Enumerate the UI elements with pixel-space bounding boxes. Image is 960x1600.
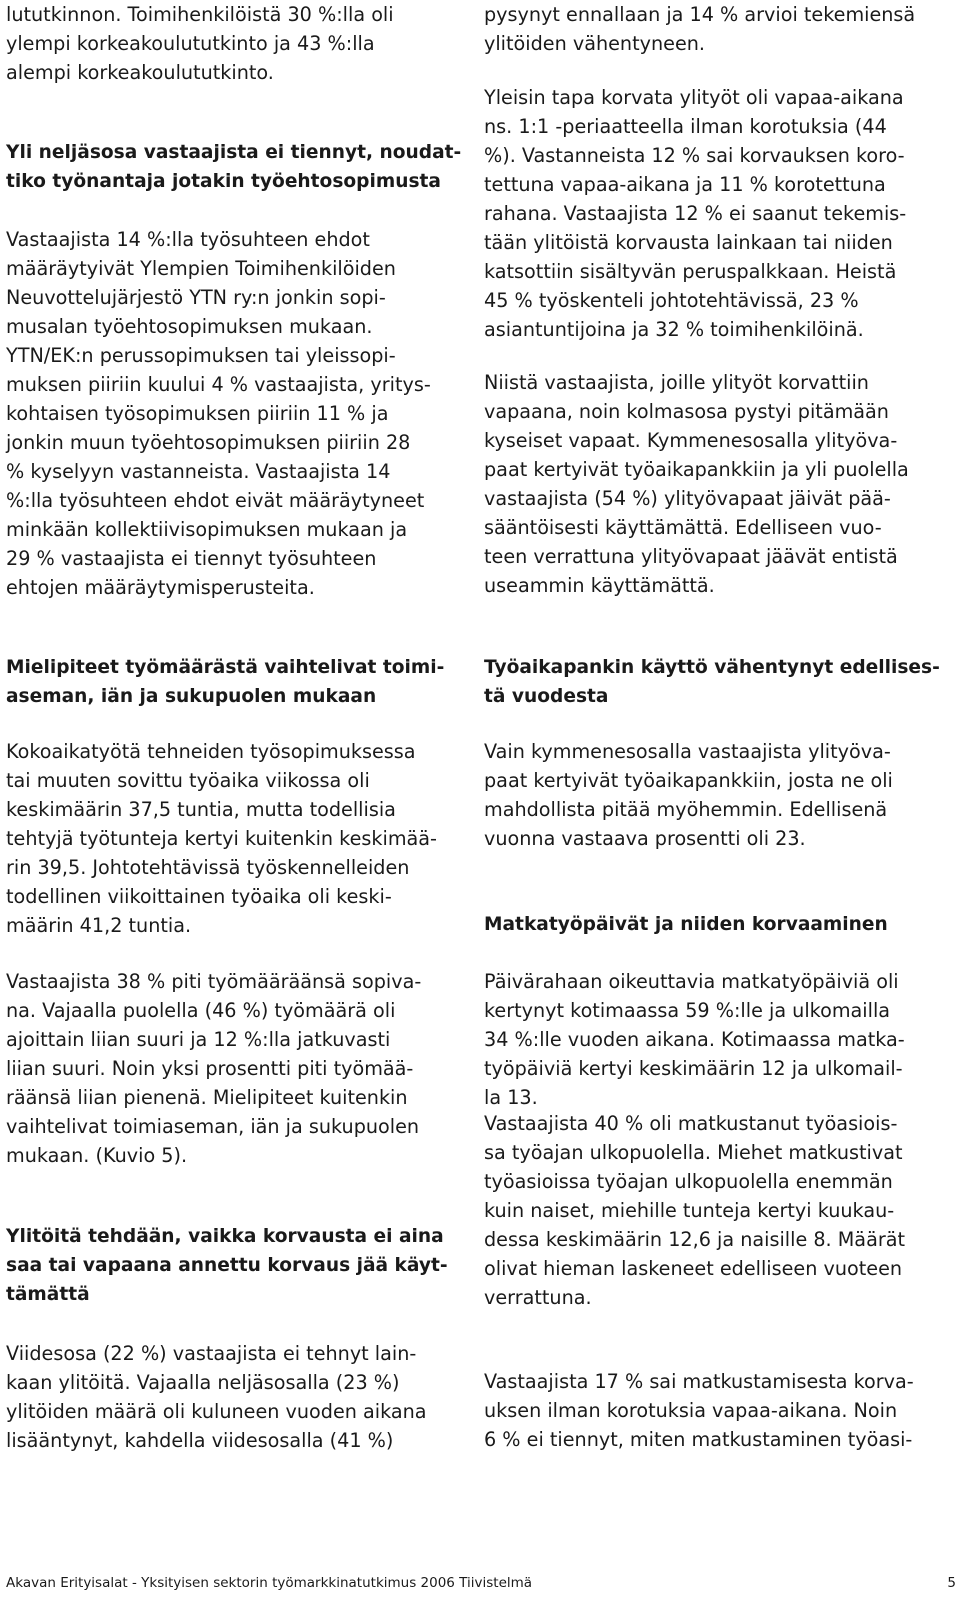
heading-line: Ylitöitä tehdään, vaikka korvausta ei aina xyxy=(6,1226,444,1247)
text-line: liian suuri. Noin yksi prosentti piti työmää- xyxy=(6,1057,414,1080)
text-line: Viidesosa (22 %) vastaajista ei tehnyt lain- xyxy=(6,1342,417,1365)
text-line: mukaan. (Kuvio 5). xyxy=(6,1144,188,1167)
heading-line: Mielipiteet työmäärästä vaihtelivat toimi- xyxy=(6,657,445,678)
text-line: tään ylitöistä korvausta lainkaan tai niiden xyxy=(484,231,893,254)
heading-line: saa tai vapaana annettu korvaus jää käyt- xyxy=(6,1255,448,1276)
page-footer xyxy=(6,1572,956,1594)
text-line: olivat hieman laskeneet edelliseen vuoteen xyxy=(484,1257,903,1280)
footer-title: Akavan Erityisalat - Yksityisen sektorin työmarkkinatutkimus 2006 Tiivistelmä xyxy=(6,1575,533,1591)
text-line: ns. 1:1 -periaatteella ilman korotuksia (44 xyxy=(484,115,887,138)
text-line: % kyselyyn vastanneista. Vastaajista 14 xyxy=(6,460,391,483)
heading-line: aseman, iän ja sukupuolen mukaan xyxy=(6,686,377,707)
heading-line: Matkatyöpäivät ja niiden korvaaminen xyxy=(484,914,888,935)
text-line: sa työajan ulkopuolella. Miehet matkustivat xyxy=(484,1141,903,1164)
text-line: kertynyt kotimaassa 59 %:lle ja ulkomailla xyxy=(484,999,891,1022)
text-line: teen verrattuna ylityövapaat jäävät entistä xyxy=(484,545,898,568)
text-line: kyseiset vapaat. Kymmenesosalla ylityöva- xyxy=(484,429,898,452)
text-line: la 13. xyxy=(484,1086,538,1109)
text-line: %). Vastanneista 12 % sai korvauksen koro- xyxy=(484,144,905,167)
text-line: dessa keskimäärin 12,6 ja naisille 8. Määrät xyxy=(484,1228,905,1251)
text-line: vapaana, noin kolmasosa pystyi pitämään xyxy=(484,400,889,423)
text-line: 45 % työskenteli johtotehtävissä, 23 % xyxy=(484,289,859,312)
text-line: pysynyt ennallaan ja 14 % arvioi tekemiensä xyxy=(484,3,916,26)
text-line: rahana. Vastaajista 12 % ei saanut tekemis- xyxy=(484,202,907,225)
text-line: Vastaajista 17 % sai matkustamisesta korva- xyxy=(484,1370,914,1393)
text-line: työpäiviä kertyi keskimäärin 12 ja ulkomail- xyxy=(484,1057,903,1080)
text-line: Niistä vastaajista, joille ylityöt korvattiin xyxy=(484,371,869,394)
text-line: asiantuntijoina ja 32 % toimihenkilöinä. xyxy=(484,318,864,341)
text-line: ylitöiden vähentyneen. xyxy=(484,32,706,55)
text-line: kuin naiset, miehille tunteja kertyi kuukau- xyxy=(484,1199,895,1222)
text-line: Neuvottelujärjestö YTN ry:n jonkin sopi- xyxy=(6,286,386,309)
text-line: ylitöiden määrä oli kuluneen vuoden aikana xyxy=(6,1400,427,1423)
text-line: muksen piiriin kuului 4 % vastaajista, yritys- xyxy=(6,373,431,396)
text-line: 29 % vastaajista ei tiennyt työsuhteen xyxy=(6,547,377,570)
text-line: vastaajista (54 %) ylityövapaat jäivät pää- xyxy=(484,487,891,510)
text-line: jonkin muun työehtosopimuksen piiriin 28 xyxy=(6,431,411,454)
text-line: vuonna vastaava prosentti oli 23. xyxy=(484,827,806,850)
text-line: useammin käyttämättä. xyxy=(484,574,715,597)
text-line: lisääntynyt, kahdella viidesosalla (41 %) xyxy=(6,1429,394,1452)
text-line: paat kertyivät työaikapankkiin, josta ne oli xyxy=(484,769,893,792)
heading-line: tä vuodesta xyxy=(484,686,609,707)
text-line: ajoittain liian suuri ja 12 %:lla jatkuvasti xyxy=(6,1028,391,1051)
heading-line: tämättä xyxy=(6,1284,90,1305)
text-line: Vain kymmenesosalla vastaajista ylityöva- xyxy=(484,740,891,763)
text-line: alempi korkeakoulututkinto. xyxy=(6,61,274,84)
text-line: paat kertyivät työaikapankkiin ja yli puolella xyxy=(484,458,909,481)
text-line: verrattuna. xyxy=(484,1286,592,1309)
text-line: katsottiin sisältyvän peruspalkkaan. Heistä xyxy=(484,260,897,283)
text-line: keskimäärin 37,5 tuntia, mutta todellisia xyxy=(6,798,396,821)
text-line: määrin 41,2 tuntia. xyxy=(6,914,192,937)
text-line: ylempi korkeakoulututkinto ja 43 %:lla xyxy=(6,32,375,55)
text-line: Vastaajista 14 %:lla työsuhteen ehdot xyxy=(6,228,370,251)
text-line: uksen ilman korotuksia vapaa-aikana. Noin xyxy=(484,1399,898,1422)
text-line: 34 %:lle vuoden aikana. Kotimaassa matka- xyxy=(484,1028,905,1051)
text-line: 6 % ei tiennyt, miten matkustaminen työasi- xyxy=(484,1428,913,1451)
text-line: ehtojen määräytymisperusteita. xyxy=(6,576,315,599)
text-line: rin 39,5. Johtotehtävissä työskennelleiden xyxy=(6,856,410,879)
text-line: työasioissa työajan ulkopuolella enemmän xyxy=(484,1170,893,1193)
heading-line: tiko työnantaja jotakin työehtosopimusta xyxy=(6,171,441,192)
text-line: Päivärahaan oikeuttavia matkatyöpäiviä oli xyxy=(484,970,899,993)
text-line: Kokoaikatyötä tehneiden työsopimuksessa xyxy=(6,740,416,763)
text-line: todellinen viikoittainen työaika oli keski- xyxy=(6,885,392,908)
text-line: räänsä liian pienenä. Mielipiteet kuitenkin xyxy=(6,1086,408,1109)
text-line: lututkinnon. Toimihenkilöistä 30 %:lla oli xyxy=(6,3,394,26)
text-line: kohtaisen työsopimuksen piiriin 11 % ja xyxy=(6,402,389,425)
text-line: vaihtelivat toimiaseman, iän ja sukupuolen xyxy=(6,1115,420,1138)
text-line: kaan ylitöitä. Vajaalla neljäsosalla (23 %) xyxy=(6,1371,400,1394)
heading-line: Yli neljäsosa vastaajista ei tiennyt, noudat- xyxy=(6,142,462,163)
page-number: 5 xyxy=(947,1575,956,1591)
text-line: YTN/EK:n perussopimuksen tai yleissopi- xyxy=(6,344,396,367)
text-line: tettuna vapaa-aikana ja 11 % korotettuna xyxy=(484,173,886,196)
text-line: tehtyjä työtunteja kertyi kuitenkin keskimää- xyxy=(6,827,437,850)
text-line: %:lla työsuhteen ehdot eivät määräytyneet xyxy=(6,489,425,512)
text-line: Vastaajista 38 % piti työmääräänsä sopiva- xyxy=(6,970,422,993)
text-line: sääntöisesti käyttämättä. Edelliseen vuo- xyxy=(484,516,882,539)
text-line: musalan työehtosopimuksen mukaan. xyxy=(6,315,373,338)
text-line: määräytyivät Ylempien Toimihenkilöiden xyxy=(6,257,396,280)
text-line: Vastaajista 40 % oli matkustanut työasiois- xyxy=(484,1112,898,1135)
text-line: minkään kollektiivisopimuksen mukaan ja xyxy=(6,518,408,541)
text-line: mahdollista pitää myöhemmin. Edellisenä xyxy=(484,798,888,821)
heading-line: Työaikapankin käyttö vähentynyt edellises- xyxy=(484,657,940,678)
text-line: Yleisin tapa korvata ylityöt oli vapaa-aikana xyxy=(484,86,904,109)
text-line: tai muuten sovittu työaika viikossa oli xyxy=(6,769,370,792)
text-line: na. Vajaalla puolella (46 %) työmäärä oli xyxy=(6,999,396,1022)
